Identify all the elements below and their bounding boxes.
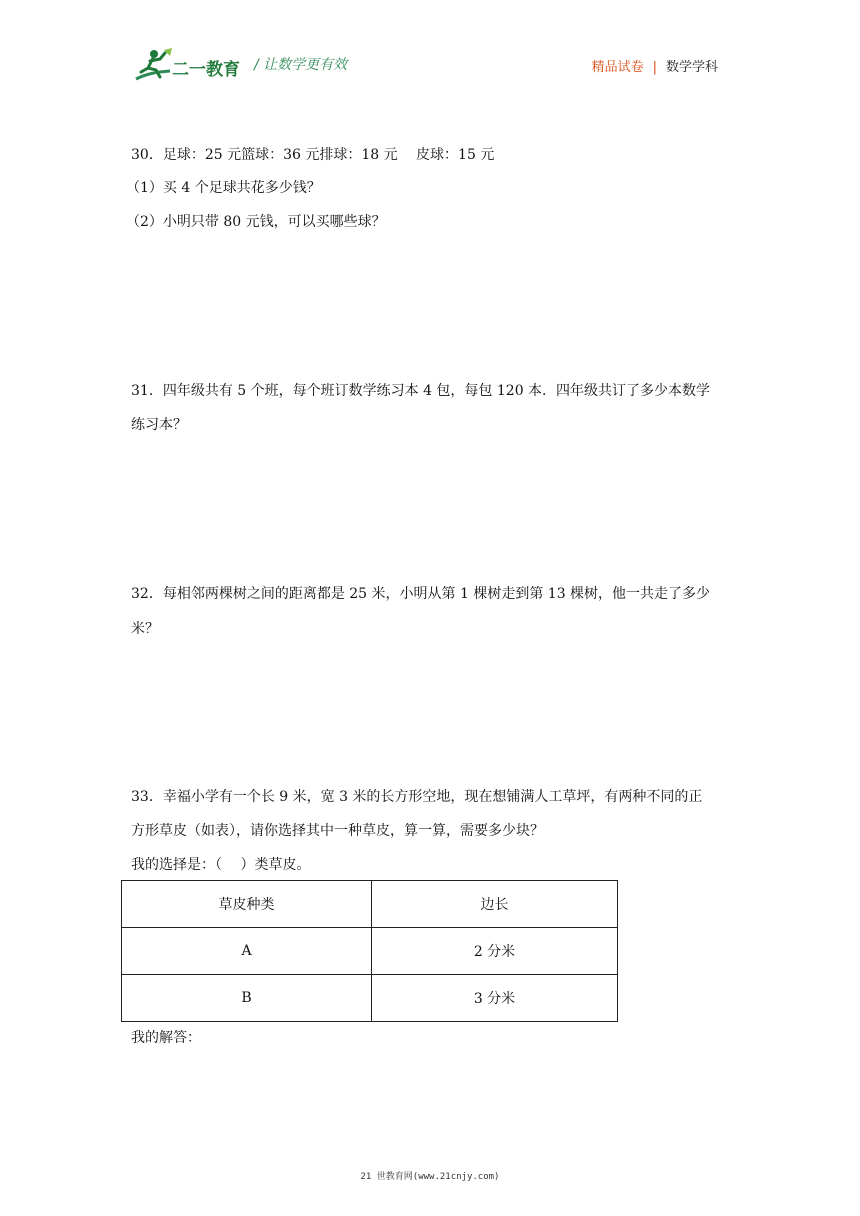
q32-line1: 32．每相邻两棵树之间的距离都是 25 米，小明从第 1 棵树走到第 13 棵树，他一共走了多少	[131, 586, 711, 602]
table-cell: B	[122, 975, 372, 1022]
brand-logo	[134, 46, 246, 86]
table-cell: 2 分米	[372, 928, 618, 975]
q31-line1: 31．四年级共有 5 个班，每个班订数学练习本 4 包，每包 120 本．四年级共订了多少本数学	[131, 383, 711, 399]
q30-prices: 30．足球：25 元篮球：36 元排球：18 元 皮球：15 元	[131, 147, 495, 163]
page-footer: 21 世教育网(www.21cnjy.com)	[360, 1172, 500, 1182]
q33-choice: 我的选择是：（ ）类草皮。	[131, 857, 311, 873]
logo-text: 二一教育	[172, 60, 240, 80]
table-cell: A	[122, 928, 372, 975]
q30-part1: （1）买 4 个足球共花多少钱？	[126, 180, 321, 196]
q33-line2: 方形草皮（如表），请你选择其中一种草皮，算一算，需要多少块？	[131, 823, 544, 839]
q31-line2: 练习本？	[131, 417, 187, 433]
page-header	[0, 0, 860, 100]
q32-line2: 米？	[131, 621, 159, 637]
header-right	[592, 56, 718, 75]
premium-label: 精品试卷	[591, 60, 644, 75]
table-row	[122, 975, 618, 1022]
table-header-cell: 边长	[372, 881, 618, 928]
subject-label: 数学学科	[665, 60, 718, 75]
q33-answer-label: 我的解答：	[131, 1030, 201, 1046]
grass-table	[121, 880, 618, 1022]
table-cell: 3 分米	[372, 975, 618, 1022]
q33-line1: 33．幸福小学有一个长 9 米，宽 3 米的长方形空地，现在想铺满人工草坪，有两种不同的正	[131, 789, 703, 805]
table-header-row	[122, 881, 618, 928]
header-separator: |	[652, 60, 657, 75]
runner-logo-icon	[134, 46, 174, 82]
q30-part2: （2）小明只带 80 元钱，可以买哪些球？	[126, 214, 386, 230]
table-header-cell: 草皮种类	[122, 881, 372, 928]
table-row	[122, 928, 618, 975]
slogan: / 让数学更有效	[254, 57, 348, 73]
